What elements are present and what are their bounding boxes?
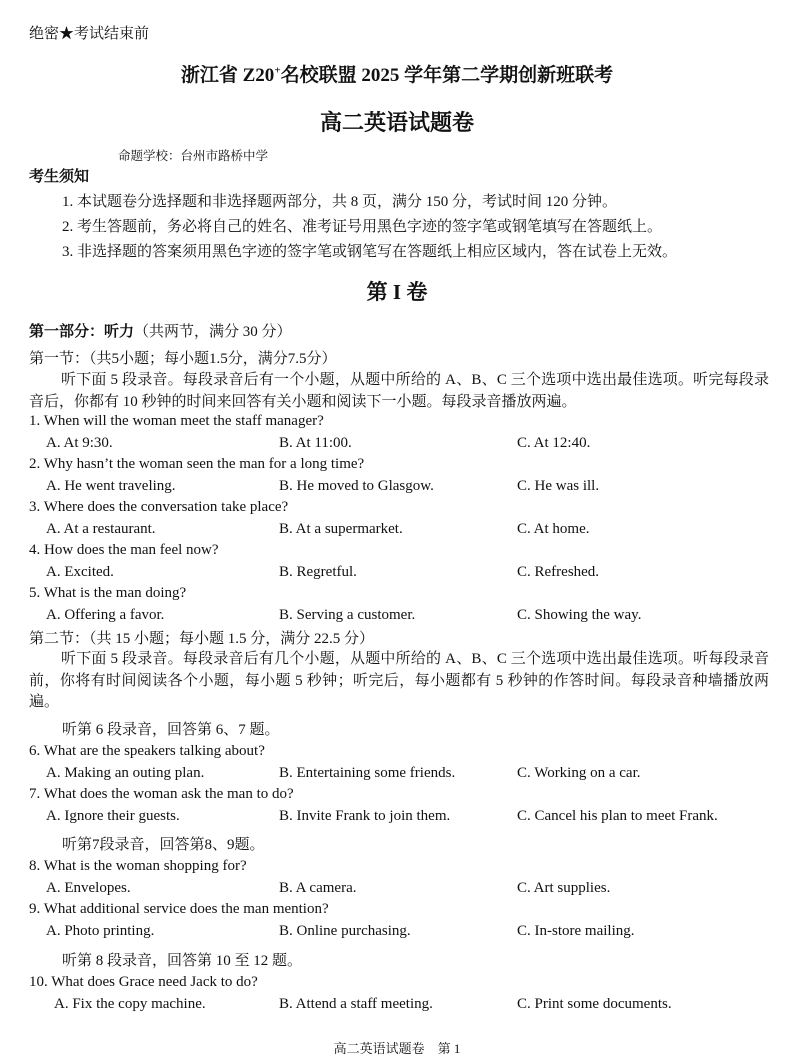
question-3-option-c: C. At home. [517,521,590,537]
recording-8-note: 听第 8 段录音，回答第 10 至 12 题。 [62,953,303,969]
question-2-option-a: A. He went traveling. [46,478,176,494]
exam-title-prefix: 浙江省 Z20 [180,65,275,86]
question-10-option-a: A. Fix the copy machine. [54,996,206,1012]
question-8-option-a: A. Envelopes. [46,880,131,896]
question-1-option-b: B. At 11:00. [279,435,352,451]
question-5: 5. What is the man doing? [29,585,187,601]
setting-school: 命题学校：台州市路桥中学 [118,149,269,163]
question-3-option-b: B. At a supermarket. [279,521,403,537]
question-5-option-a: A. Offering a favor. [46,607,165,623]
question-2-option-c: C. He was ill. [517,478,600,494]
question-9: 9. What additional service does the man mention? [29,901,329,917]
question-9-option-c: C. In-store mailing. [517,923,635,939]
question-6: 6. What are the speakers talking about? [29,743,265,759]
question-7: 7. What does the woman ask the man to do? [29,786,294,802]
question-6-option-a: A. Making an outing plan. [46,765,205,781]
notice-item: 2. 考生答题前，务必将自己的姓名、准考证号用黑色字迹的签字笔或钢笔填写在答题纸上。 [62,219,663,235]
question-7-option-a: A. Ignore their guests. [46,808,180,824]
question-1-option-a: A. At 9:30. [46,435,113,451]
question-7-option-c: C. Cancel his plan to meet Frank. [517,808,718,824]
question-1: 1. When will the woman meet the staff manager? [29,413,324,429]
question-10-option-c: C. Print some documents. [517,996,672,1012]
section2-instructions: 听下面 5 段录音。每段录音后有几个小题，从题中所给的 A、B、C 三个选项中选出最佳选项。听每段录音前，你将有时间阅读各个小题，每小题 5 秒钟；听完后，每小题都有 5 秒钟的作答时间。每段录音种墙播放两遍。 [29,651,769,710]
question-2-option-b: B. He moved to Glasgow. [279,478,434,494]
exam-title-suffix: 名校联盟 2025 学年第二学期创新班联考 [280,65,614,86]
part1-heading [29,320,292,341]
question-7-option-b: B. Invite Frank to join them. [279,808,451,824]
section2-heading: 第二节：（共 15 小题；每小题 1.5 分，满分 22.5 分） [29,631,375,647]
question-4: 4. How does the man feel now? [29,542,219,558]
exam-title [0,60,794,87]
question-10: 10. What does Grace need Jack to do? [29,974,258,990]
confidential-label: 绝密★考试结束前 [29,26,150,42]
recording-7-note: 听第7段录音，回答第8、9题。 [62,837,265,853]
question-8: 8. What is the woman shopping for? [29,858,247,874]
paper-subtitle: 高二英语试题卷 [319,110,474,135]
part1-heading-bold: 第一部分：听力 [29,324,135,340]
question-2: 2. Why hasn’t the woman seen the man for a long time? [29,456,365,472]
question-10-option-b: B. Attend a staff meeting. [279,996,433,1012]
question-4-option-a: A. Excited. [46,564,114,580]
question-6-option-b: B. Entertaining some friends. [279,765,456,781]
notice-item: 1. 本试题卷分选择题和非选择题两部分，共 8 页，满分 150 分，考试时间 120 分钟。 [62,194,618,210]
volume-title: 第 I 卷 [366,280,428,304]
question-8-option-b: B. A camera. [279,880,357,896]
question-8-option-c: C. Art supplies. [517,880,611,896]
question-5-option-c: C. Showing the way. [517,607,642,623]
question-9-option-b: B. Online purchasing. [279,923,411,939]
question-5-option-b: B. Serving a customer. [279,607,416,623]
question-1-option-c: C. At 12:40. [517,435,591,451]
recording-6-note: 听第 6 段录音，回答第 6、7 题。 [62,722,280,738]
page-footer: 高二英语试题卷 第 1 [333,1041,461,1056]
question-9-option-a: A. Photo printing. [46,923,155,939]
question-3: 3. Where does the conversation take place? [29,499,289,515]
question-3-option-a: A. At a restaurant. [46,521,156,537]
notice-heading: 考生须知 [29,169,90,185]
question-4-option-c: C. Refreshed. [517,564,600,580]
question-6-option-c: C. Working on a car. [517,765,641,781]
exam-title-superscript: + [274,64,281,77]
notice-item: 3. 非选择题的答案须用黑色字迹的签字笔或钢笔写在答题纸上相应区域内，答在试卷上无效。 [62,244,678,260]
section1-instructions: 听下面 5 段录音。每段录音后有一个小题，从题中所给的 A、B、C 三个选项中选出最佳选项。听完每段录音后，你都有 10 秒钟的时间来回答有关小题和阅读下一小题。每段录音播放两遍。 [29,372,769,410]
section1-heading: 第一节：（共5小题；每小题1.5分，满分7.5分） [29,351,337,367]
question-4-option-b: B. Regretful. [279,564,357,580]
part1-heading-rest: （共两节，满分 30 分） [134,324,292,340]
